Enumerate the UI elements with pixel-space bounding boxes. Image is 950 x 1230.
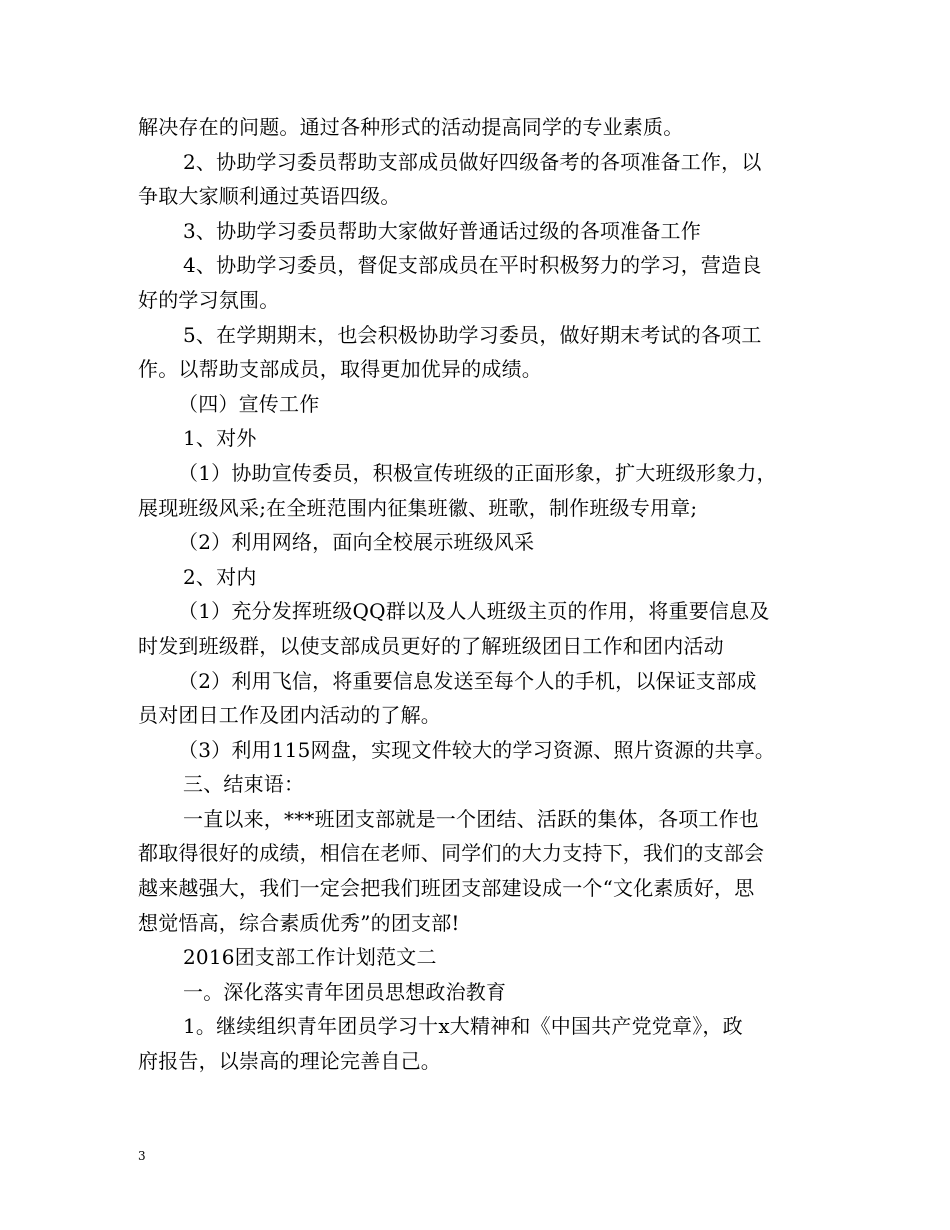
- text-line: 时发到班级群，以使支部成员更好的了解班级团日工作和团内活动: [138, 633, 724, 658]
- text-line: 府报告，以崇高的理论完善自己。: [138, 1049, 441, 1074]
- text-line: 争取大家顺利通过英语四级。: [138, 184, 401, 209]
- text-line: （3）利用115网盘，实现文件较大的学习资源、照片资源的共享。: [178, 737, 776, 762]
- text-line: 展现班级风采;在全班范围内征集班徽、班歌，制作班级专用章;: [138, 495, 698, 520]
- subsection-heading: 2、对内: [183, 564, 257, 589]
- text-line: （1）协助宣传委员，积极宣传班级的正面形象，扩大班级形象力，: [178, 460, 777, 485]
- text-line: 3、协助学习委员帮助大家做好普通话过级的各项准备工作: [183, 218, 701, 243]
- document-subtitle: 2016团支部工作计划范文二: [183, 945, 437, 970]
- section-heading: 三、结束语：: [183, 772, 305, 797]
- text-line: 想觉悟高，综合素质优秀”的团支部!: [138, 910, 460, 935]
- text-line: （2）利用飞信，将重要信息发送至每个人的手机，以保证支部成: [178, 668, 757, 693]
- text-line: 4、协助学习委员，督促支部成员在平时积极努力的学习，营造良: [183, 253, 762, 278]
- text-line: 越来越强大，我们一定会把我们班团支部建设成一个“文化素质好，思: [138, 876, 755, 901]
- text-line: 好的学习氛围。: [138, 287, 280, 312]
- page-number: 3: [138, 1149, 146, 1163]
- text-line: （2）利用网络，面向全校展示班级风采: [178, 530, 535, 555]
- text-line: （1）充分发挥班级QQ群以及人人班级主页的作用，将重要信息及: [178, 599, 770, 624]
- text-line: 一直以来，***班团支部就是一个团结、活跃的集体，各项工作也: [183, 806, 759, 831]
- section-heading: 一。深化落实青年团员思想政治教育: [183, 979, 507, 1004]
- text-line: 5、在学期期末，也会积极协助学习委员，做好期末考试的各项工: [183, 322, 762, 347]
- subsection-heading: 1、对外: [183, 426, 257, 451]
- text-line: 1。继续组织青年团员学习十x大精神和《中国共产党党章》，政: [183, 1014, 743, 1039]
- text-line: 都取得很好的成绩，相信在老师、同学们的大力支持下，我们的支部会: [138, 841, 765, 866]
- text-line: 员对团日工作及团内活动的了解。: [138, 703, 441, 728]
- document-body: [138, 110, 828, 1079]
- text-line: 作。以帮助支部成员，取得更加优异的成绩。: [138, 357, 542, 382]
- text-line: 2、协助学习委员帮助支部成员做好四级备考的各项准备工作，以: [183, 149, 762, 174]
- section-heading: （四）宣传工作: [178, 391, 320, 416]
- text-line: 解决存在的问题。通过各种形式的活动提高同学的专业素质。: [138, 115, 684, 139]
